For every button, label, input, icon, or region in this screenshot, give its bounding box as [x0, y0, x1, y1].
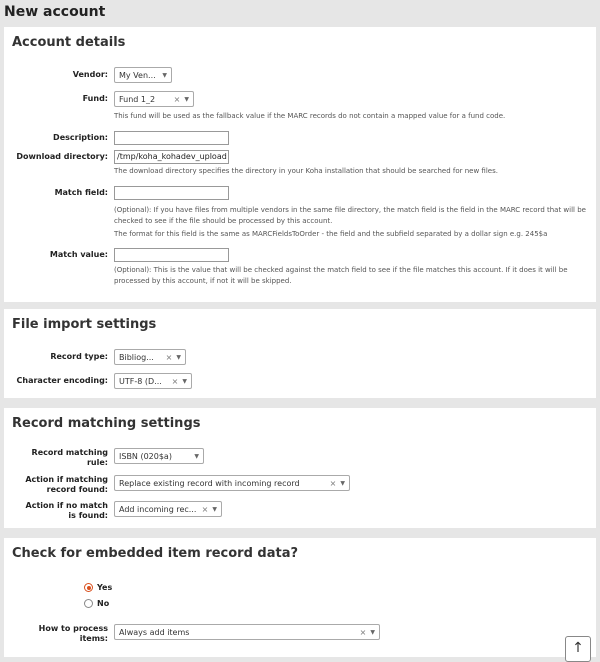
yes-radio-option[interactable]	[84, 583, 112, 592]
action-if-not-found-select[interactable]	[114, 501, 222, 517]
fund-label: Fund:	[82, 94, 108, 103]
account-details-panel	[4, 27, 596, 302]
clear-icon[interactable]: ×	[173, 94, 181, 104]
record-type-label: Record type:	[50, 352, 108, 361]
no-radio[interactable]	[84, 599, 93, 608]
action-if-not-found-label: Action if no match is found:	[25, 501, 108, 520]
record-matching-panel	[4, 408, 596, 528]
record-matching-rule-select[interactable]	[114, 448, 204, 464]
match-field-format-hint: The format for this field is the same as MARCFieldsToOrder - the field and the subfield separated by a dollar sign e.g. 245$a	[114, 230, 548, 238]
embedded-items-heading: Check for embedded item record data?	[12, 546, 299, 561]
clear-icon[interactable]: ×	[201, 504, 209, 514]
vendor-select[interactable]	[114, 67, 172, 83]
record-matching-heading: Record matching settings	[12, 416, 201, 431]
clear-icon[interactable]: ×	[329, 478, 337, 488]
arrow-up-icon: ↑	[572, 640, 584, 656]
action-if-found-label: Action if matching record found:	[25, 475, 108, 494]
scroll-to-top-button[interactable]	[565, 636, 591, 662]
no-label: No	[97, 599, 110, 608]
download-directory-label: Download directory:	[16, 152, 108, 161]
chevron-down-icon: ▼	[340, 479, 345, 487]
file-import-heading: File import settings	[12, 317, 157, 332]
character-encoding-select-value: UTF-8 (D...	[119, 376, 162, 386]
no-radio-option[interactable]	[84, 599, 109, 608]
yes-label: Yes	[97, 583, 113, 592]
chevron-down-icon: ▼	[184, 95, 189, 103]
match-field-hint: (Optional): If you have files from multiple vendors in the same file directory, the match field is the field in the MARC record that will be checked to see if the file should be processed by this account.	[114, 206, 586, 225]
page-title: New account	[4, 4, 106, 20]
action-if-found-value: Replace existing record with incoming record	[119, 478, 300, 488]
record-matching-rule-value: ISBN (020$a)	[119, 451, 172, 461]
vendor-label: Vendor:	[72, 70, 108, 79]
record-type-select-value: Bibliog...	[119, 352, 154, 362]
clear-icon[interactable]: ×	[165, 352, 173, 362]
fund-hint: This fund will be used as the fallback value if the MARC records do not contain a mapped value for a fund code.	[114, 112, 506, 120]
process-items-select[interactable]	[114, 624, 380, 640]
chevron-down-icon: ▼	[162, 71, 167, 79]
embedded-items-panel	[4, 538, 596, 657]
action-if-not-found-value: Add incoming rec...	[119, 504, 197, 514]
clear-icon[interactable]: ×	[359, 627, 367, 637]
chevron-down-icon: ▼	[212, 505, 217, 513]
clear-icon[interactable]: ×	[171, 376, 179, 386]
file-import-panel	[4, 309, 596, 398]
match-value-label: Match value:	[49, 250, 108, 259]
download-directory-hint: The download directory specifies the directory in your Koha installation that should be searched for new files.	[114, 167, 498, 175]
fund-select-value: Fund 1_2	[119, 94, 156, 104]
account-details-heading: Account details	[12, 35, 126, 50]
vendor-select-value: My Ven...	[119, 70, 156, 80]
character-encoding-label: Character encoding:	[16, 376, 108, 385]
chevron-down-icon: ▼	[370, 628, 375, 636]
match-value-input[interactable]	[114, 248, 229, 262]
process-items-label: How to process items:	[38, 624, 108, 643]
download-directory-input[interactable]: /tmp/koha_kohadev_upload	[114, 150, 229, 164]
record-type-select[interactable]	[114, 349, 186, 365]
match-field-input[interactable]	[114, 186, 229, 200]
match-field-label: Match field:	[54, 188, 108, 197]
chevron-down-icon: ▼	[176, 353, 181, 361]
match-value-hint: (Optional): This is the value that will be checked against the match field to see if the file matches this account. If it does it will be processed by this account, if not it will be skipped.	[114, 266, 568, 285]
description-label: Description:	[53, 133, 108, 142]
chevron-down-icon: ▼	[194, 452, 199, 460]
yes-radio[interactable]	[84, 583, 93, 592]
fund-select[interactable]	[114, 91, 194, 107]
chevron-down-icon: ▼	[182, 377, 187, 385]
action-if-found-select[interactable]	[114, 475, 350, 491]
process-items-value: Always add items	[119, 627, 190, 637]
record-matching-rule-label: Record matching rule:	[31, 448, 108, 467]
character-encoding-select[interactable]	[114, 373, 192, 389]
description-input[interactable]	[114, 131, 229, 145]
